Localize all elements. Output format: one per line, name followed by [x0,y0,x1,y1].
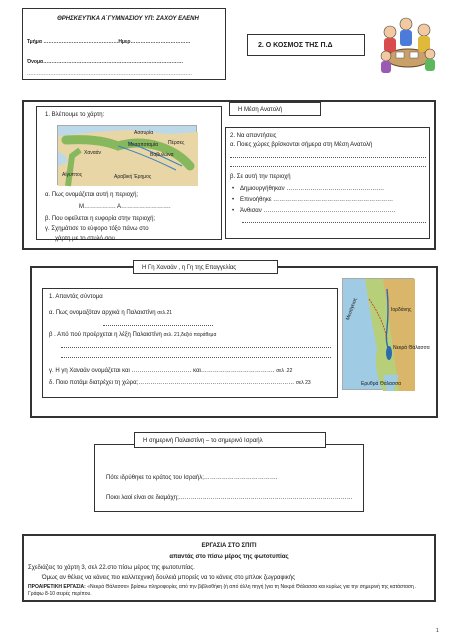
section1-right-box [225,127,430,239]
s2-qd [49,379,311,387]
q2b-bullets [232,185,428,215]
header-box [22,8,226,80]
lesson-title: 2. Ο ΚΟΣΜΟΣ ΤΗΣ Π.Δ [258,42,333,49]
homework-optional-text: «Νεκρά Θάλασσα» βρίσκω πληροφορίες από την βιβλιοθήκη (ή από άλλη πηγή )για τη Νεκρά Θάλασσα και κυρίως για την σημερινή της κατάσταση . Γράφω 8-10 σειρές περίπου. [28,584,417,597]
canaan-map-label-mediterranean: Μεσόγειος [345,297,359,322]
q2a-line-2[interactable] [230,166,426,167]
s2-qa-line[interactable] [103,325,213,326]
section2-tab [133,260,278,274]
s2-qc-text[interactable]: γ. Η γη Χαναάν ονομάζεται και ………………………… και………………………………. [49,368,275,374]
q2a: α. Ποιες χώρες βρίσκονται σήμερα στη Μέση Ανατολή [230,142,373,148]
lesson-title-box [247,34,365,56]
q2-title: 2. Να απαντήσεις [230,133,277,139]
school-line: ΘΡΗΣΚΕΥΤΙΚΑ Α΄ΓΥΜΝΑΣΙΟΥ ΥΠ: ΖΑΧΟΥ ΕΛΕΝΗ [57,16,199,22]
s2-qc-ref: σελ .22 [276,368,293,374]
canaan-map-label-dead-sea: Νεκρά Θάλασσα [393,345,430,351]
section2-tab-label: Η Γη Χαναάν , η Γη της Επαγγελίας [142,265,237,271]
map-label-babylon: Βαβυλώνα [150,152,174,158]
map-label-mesopotamia: Μεσοποταμία [128,142,158,148]
canaan-map [342,278,430,390]
s2-qb [49,331,216,339]
onoma-field[interactable]: Όνομα………………………………………………………………………… [27,59,184,65]
q1c: γ. Σχημάτισε το εύφορο τόξο πάνω στο [45,226,149,232]
homework-title: ΕΡΓΑΣΙΑ ΣΤΟ ΣΠΙΤΙ [201,543,257,549]
section3-tab-label: Η σημερινή Παλαιστίνη – το σημερινό Ισραήλ [143,438,263,444]
homework-line1: Σχεδιάζεις το χάρτη 3, σελ 22.στο πίσω μέρος της φωτοτυπίας. [28,565,195,571]
map-label-persians: Πέρσες [168,140,185,146]
q2a-line-1[interactable] [230,157,426,158]
s2-qd-ref: σελ 23 [295,380,311,386]
s2-qd-text[interactable]: δ. Ποιο ποτάμι διατρέχει τη χώρα;…………………………………………………………………… [49,380,295,386]
s3-q2[interactable]: Ποιοι λαοί είναι σε διαμάχη;…………………………………………………………………………… [106,495,353,501]
bullet-item[interactable]: • Άνθισαν ………………………………………………………… [232,207,428,215]
map-label-canaan: Χαναάν [84,150,102,156]
q2b-line-extra[interactable] [242,222,426,223]
bullet-item[interactable]: • Επινοήθηκε …………………………………………………… [232,196,428,204]
bullet-item[interactable]: • Δημιουργήθηκαν …………………………………………. [232,185,428,193]
s2-title: 1. Απαντάς σύντομα [49,294,103,300]
canaan-map-label-jordan: Ιορδάνης [391,307,412,313]
page-number: 1 [436,628,439,634]
extra-line: ……………………………………………………………………………………… [27,71,192,77]
tmima-field[interactable]: Τμήμα ………………………………………Ημερ……………………………… [27,39,191,45]
s2-qb-ref: σελ. 21,δεξιό παράθεμα [163,332,217,338]
q1b: β. Που οφείλεται η ευφορία στην περιοχή; [45,216,156,222]
s2-qa [49,309,172,317]
section1-left-box [36,106,222,240]
map-label-arabian-desert: Αραβική Έρημος [114,174,152,180]
homework-optional-label: ΠΡΟΑΙΡΕΤΙΚΗ ΕΡΓΑΣΙΑ: [28,584,86,590]
s2-qb-line-2[interactable] [61,357,331,358]
q1a-blanks[interactable]: Μ……………. Α……………………. [79,204,171,210]
map-label-egypt: Αίγυπτος [62,172,83,178]
s2-qb-line-1[interactable] [61,347,331,348]
section1-tab [229,102,321,116]
homework-subtitle: απαντάς στο πίσω μέρος της φωτοτυπίας [169,554,289,560]
homework-line2: Όμως αν θέλεις να κάνεις πιο καλλιτεχνική δουλειά μπορείς να το κάνεις στο μπλοκ ζωγραφικής [42,575,295,581]
section1-tab-label: Η Μέση Ανατολή [238,107,283,113]
s2-qa-ref: σελ.21 [157,310,173,316]
q1c-cont: χάρτη με το στυλό σου [55,236,115,242]
s2-qc [49,367,292,375]
children-clipart-icon [376,10,440,80]
section3-tab [134,432,326,448]
middle-east-map [57,125,197,185]
q2b: β. Σε αυτή την περιοχή [230,174,291,180]
homework-box [22,534,436,602]
canaan-map-label-red-sea: Ερυθρά Θάλασσα [361,381,401,387]
section2-inner-box [42,288,338,398]
s2-qa-text: α. Πως ονομαζόταν αρχικά η Παλαιστίνη [49,310,156,316]
map-label-assyria: Ασσυρία [134,130,154,136]
q1a: α. Πως ονομάζεται αυτή η περιοχή; [45,192,139,198]
s3-q1[interactable]: Πότε ιδρύθηκε το κράτος του Ισραήλ;………………………………. [106,475,278,481]
homework-optional [28,584,432,598]
s2-qb-text: β . Από πού προέρχεται η λέξη Παλαιστίνη [49,332,162,338]
q1-title: 1. Βλέπουμε το χάρτη: [45,112,105,118]
